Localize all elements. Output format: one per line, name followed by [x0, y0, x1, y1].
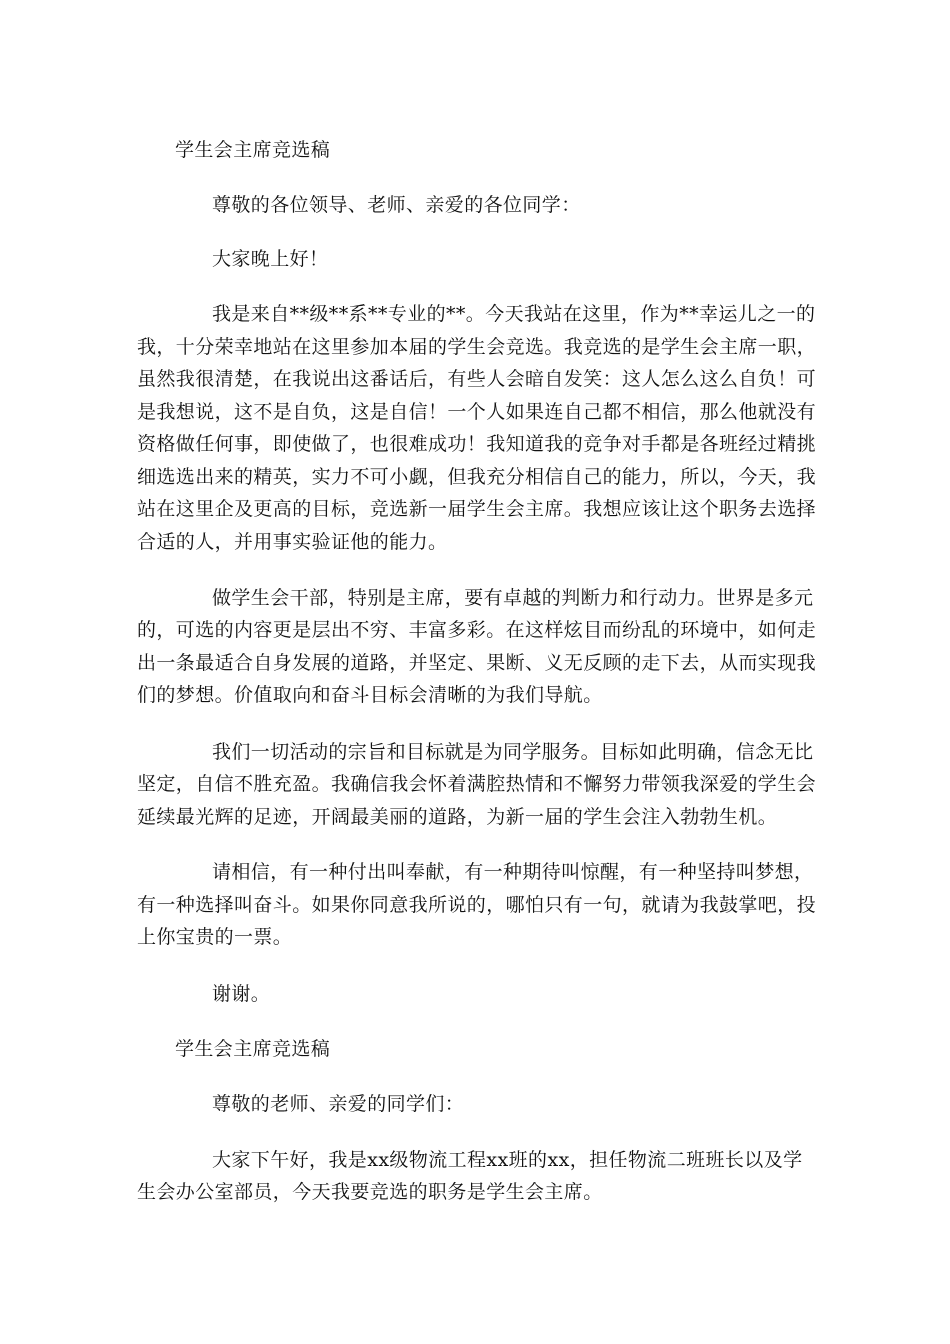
- salutation: 大家晚上好！: [212, 248, 329, 270]
- paragraph-line: 是我想说，这不是自负，这是自信！一个人如果连自己都不相信，那么他就没有: [137, 401, 817, 423]
- paragraph-line: 合适的人，并用事实验证他的能力。: [137, 531, 448, 553]
- paragraph-line: 延续最光辉的足迹，开阔最美丽的道路，为新一届的学生会注入勃勃生机。: [137, 806, 778, 828]
- paragraph-line: 虽然我很清楚，在我说出这番话后，有些人会暗自发笑：这人怎么这么自负！可: [137, 368, 817, 390]
- greeting: 尊敬的各位领导、老师、亲爱的各位同学：: [212, 194, 581, 216]
- closing: 谢谢。: [212, 983, 271, 1005]
- paragraph-line: 我是来自**级**系**专业的**。今天我站在这里，作为**幸运儿之一的: [212, 303, 816, 325]
- paragraph-line: 我们一切活动的宗旨和目标就是为同学服务。目标如此明确，信念无比: [212, 741, 814, 763]
- paragraph-line: 资格做任何事，即使做了，也很难成功！我知道我的竞争对手都是各班经过精挑: [137, 433, 817, 455]
- paragraph-line: 生会办公室部员，今天我要竞选的职务是学生会主席。: [137, 1181, 603, 1203]
- paragraph-line: 上你宝贵的一票。: [137, 926, 293, 948]
- paragraph-line: 的，可选的内容更是层出不穷、丰富多彩。在这样炫目而纷乱的环境中，如何走: [137, 619, 817, 641]
- paragraph-line: 大家下午好，我是xx级物流工程xx班的xx，担任物流二班班长以及学: [212, 1149, 803, 1171]
- paragraph-line: 们的梦想。价值取向和奋斗目标会清晰的为我们导航。: [137, 684, 603, 706]
- document-title-second: 学生会主席竞选稿: [175, 1038, 331, 1060]
- paragraph-line: 出一条最适合自身发展的道路，并坚定、果断、义无反顾的走下去，从而实现我: [137, 652, 817, 674]
- greeting-second: 尊敬的老师、亲爱的同学们：: [212, 1093, 465, 1115]
- document-title: 学生会主席竞选稿: [175, 139, 331, 161]
- paragraph-line: 请相信，有一种付出叫奉献，有一种期待叫惊醒，有一种坚持叫梦想，: [212, 861, 814, 883]
- paragraph-line: 有一种选择叫奋斗。如果你同意我所说的，哪怕只有一句，就请为我鼓掌吧，投: [137, 894, 817, 916]
- paragraph-line: 我，十分荣幸地站在这里参加本届的学生会竞选。我竞选的是学生会主席一职，: [137, 336, 817, 358]
- paragraph-line: 站在这里企及更高的目标，竞选新一届学生会主席。我想应该让这个职务去选择: [137, 498, 817, 520]
- paragraph-line: 坚定，自信不胜充盈。我确信我会怀着满腔热情和不懈努力带领我深爱的学生会: [137, 773, 817, 795]
- paragraph-line: 做学生会干部，特别是主席，要有卓越的判断力和行动力。世界是多元: [212, 587, 814, 609]
- paragraph-line: 细选选出来的精英，实力不可小觑，但我充分相信自己的能力，所以，今天，我: [137, 466, 817, 488]
